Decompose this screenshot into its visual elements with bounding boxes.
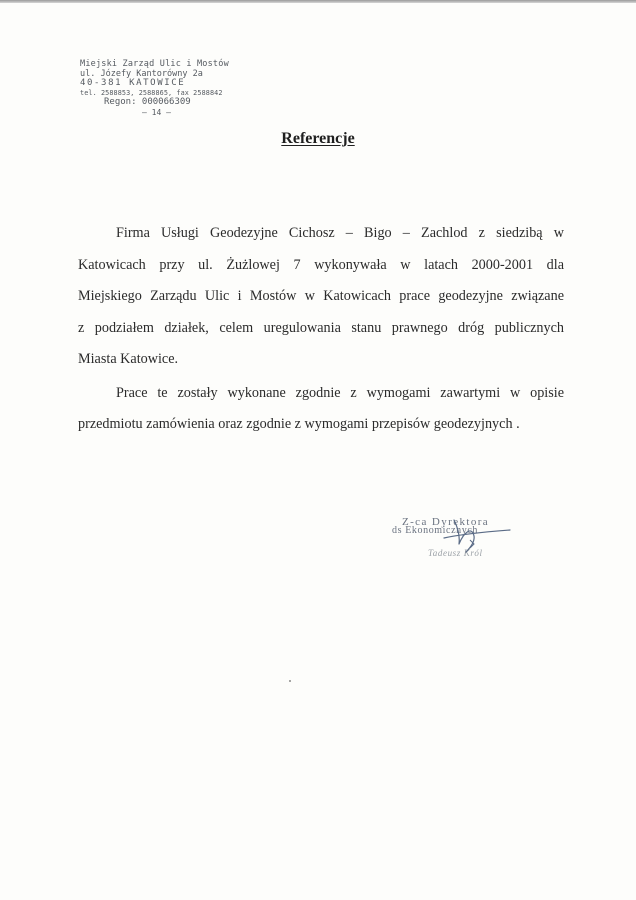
paragraph1-line: Firma Usługi Geodezyjne Cichosz – Bigo – Zachlod z siedzibą w (116, 225, 564, 241)
document-title: Referencje (281, 130, 355, 147)
signature-title: Z-ca Dyrektora (402, 516, 490, 528)
paragraph2-line: przedmiotu zamówienia oraz zgodnie z wymogami przepisów geodezyjnych . (78, 416, 520, 432)
document-body (78, 218, 564, 441)
stamp-line-name: Miejski Zarząd Ulic i Mostów (80, 59, 229, 69)
paragraph1-line: z podziałem działek, celem uregulowania stanu prawnego dróg publicznych (78, 319, 564, 336)
paragraph1-line: Miejskiego Zarządu Ulic i Mostów w Katowicach prace geodezyjne związane (78, 288, 564, 304)
stamp-line-phone: tel. 2588853, 2588865, fax 2588842 (80, 88, 223, 97)
signature-scribble-icon (414, 514, 524, 558)
signature-subtitle: ds Ekonomicznych (392, 525, 478, 536)
paragraph1-line: Miasta Katowice. (78, 351, 179, 367)
institution-stamp (80, 60, 230, 117)
stamp-line-number: — 14 — (142, 107, 171, 117)
stamp-line-street: ul. Józefy Kantorówny 2a (80, 68, 203, 79)
signature-block (392, 516, 532, 558)
stamp-line-regon: Regon: 000066309 (104, 97, 191, 107)
paragraph1-line: Katowicach przy ul. Żużlowej 7 wykonywała w latach 2000-2001 dla (78, 256, 564, 273)
scan-edge (0, 0, 636, 3)
signature-name: Tadeusz Król (428, 548, 483, 558)
scan-speck (289, 680, 291, 682)
stamp-line-city: 40-381 KATOWICE (80, 78, 186, 88)
paragraph2-line: Prace te zostały wykonane zgodnie z wymogami zawartymi w opisie (116, 384, 564, 401)
